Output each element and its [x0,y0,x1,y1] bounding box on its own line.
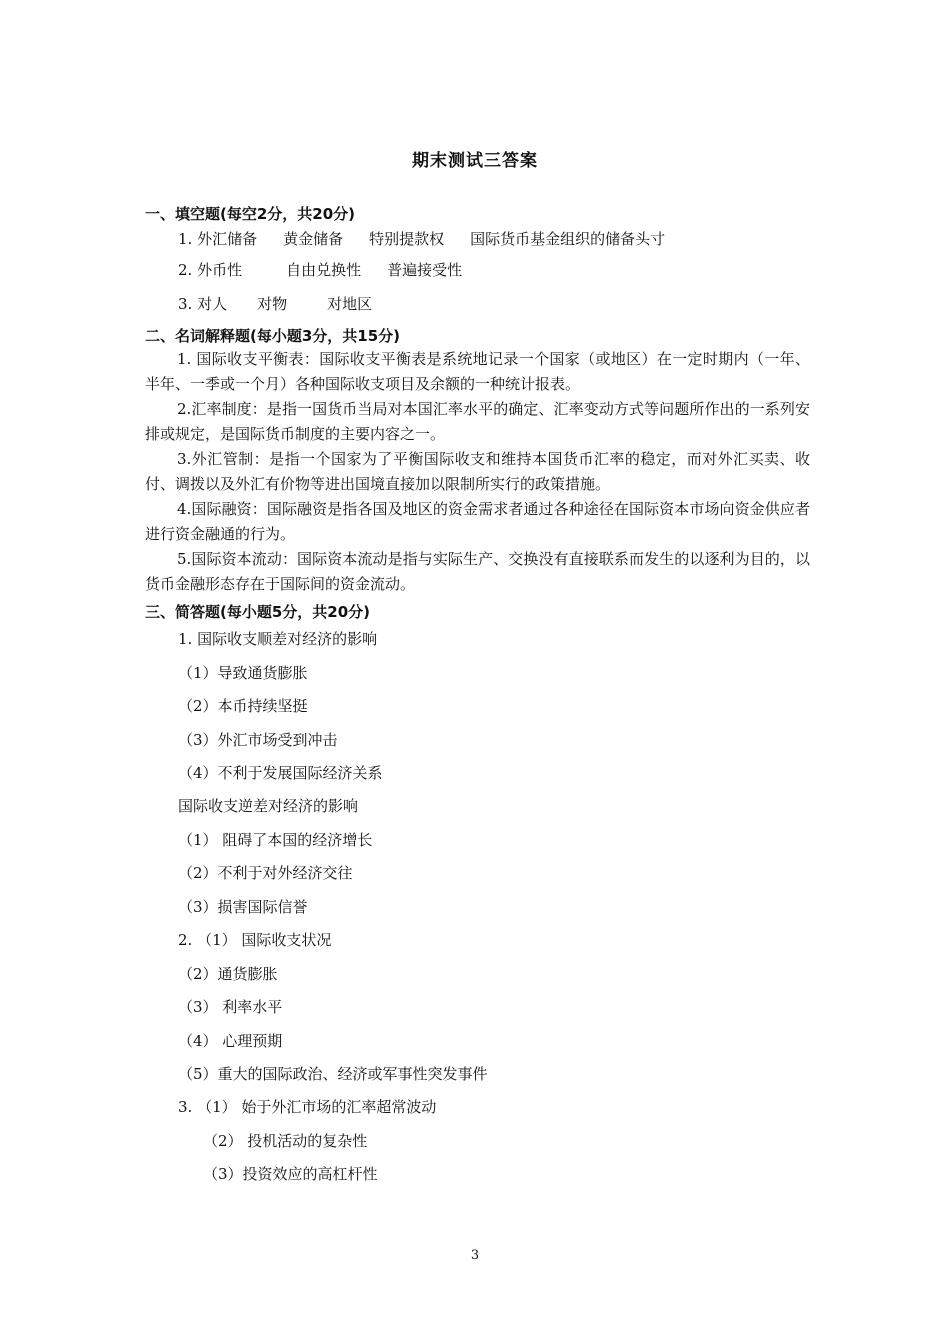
fill-answer: 国际货币基金组织的储备头寸 [470,230,666,248]
answer-line: （1） 阻碍了本国的经济增长 [178,831,373,849]
answer-line: （2） 投机活动的复杂性 [203,1132,368,1150]
fill-answer: 普遍接受性 [387,261,463,279]
fill-answer: 特别提款权 [369,230,445,248]
answer-line: （4） 心理预期 [178,1032,283,1050]
fill-row-1 [178,228,665,250]
answer-line: （4）不利于发展国际经济关系 [178,764,383,782]
fill-answer: 对地区 [327,295,373,313]
fill-row-3 [178,293,372,315]
answer-line: 1. 国际收支顺差对经济的影响 [178,630,378,648]
fill-answer: 对物 [257,295,288,313]
answer-line: 3. （1） 始于外汇市场的汇率超常波动 [178,1098,437,1116]
section2-heading: 二、名词解释题(每小题3分，共15分) [145,327,401,345]
definition-paragraph: 1. 国际收支平衡表：国际收支平衡表是系统地记录一个国家（或地区）在一定时期内（一年、半年、一季或一个月）各种国际收支项目及余额的一种统计报表。 [145,350,810,393]
answer-line: （3）外汇市场受到冲击 [178,731,338,749]
answer-line: （2）本币持续坚挺 [178,697,308,715]
page-title: 期末测试三答案 [412,151,538,171]
definition-paragraph: 3.外汇管制：是指一个国家为了平衡国际收支和维持本国货币汇率的稳定，而对外汇买卖、收付、调拨以及外汇有价物等进出国境直接加以限制所实行的政策措施。 [145,450,810,493]
answer-line: 2. （1） 国际收支状况 [178,931,332,949]
answer-line: 国际收支逆差对经济的影响 [178,797,359,815]
answer-line: （1）导致通货膨胀 [178,664,308,682]
answer-line: （2）通货膨胀 [178,965,278,983]
fill-answer: 3. 对人 [178,295,228,313]
fill-answer: 自由兑换性 [286,261,362,279]
answer-line: （5）重大的国际政治、经济或军事性突发事件 [178,1065,488,1083]
definition-paragraph: 5.国际资本流动：国际资本流动是指与实际生产、交换没有直接联系而发生的以逐利为目的，以货币金融形态存在于国际间的资金流动。 [145,550,810,593]
page-number: 3 [470,1248,480,1263]
fill-answer: 1. 外汇储备 [178,230,258,248]
answer-line: （3） 利率水平 [178,998,283,1016]
definition-paragraph: 4.国际融资：国际融资是指各国及地区的资金需求者通过各种途径在国际资本市场向资金供应者进行资金融通的行为。 [145,500,810,543]
answer-line: （2）不利于对外经济交往 [178,864,353,882]
fill-answer: 2. 外币性 [178,261,243,279]
answer-line: （3）损害国际信誉 [178,898,308,916]
fill-row-2 [178,259,462,281]
section1-heading: 一、填空题(每空2分，共20分) [145,205,356,223]
section3-heading: 三、简答题(每小题5分，共20分) [145,603,371,621]
fill-answer: 黄金储备 [283,230,344,248]
definition-paragraph: 2.汇率制度：是指一国货币当局对本国汇率水平的确定、汇率变动方式等问题所作出的一系列安排或规定，是国际货币制度的主要内容之一。 [145,400,810,443]
answer-line: （3）投资效应的高杠杆性 [203,1165,378,1183]
